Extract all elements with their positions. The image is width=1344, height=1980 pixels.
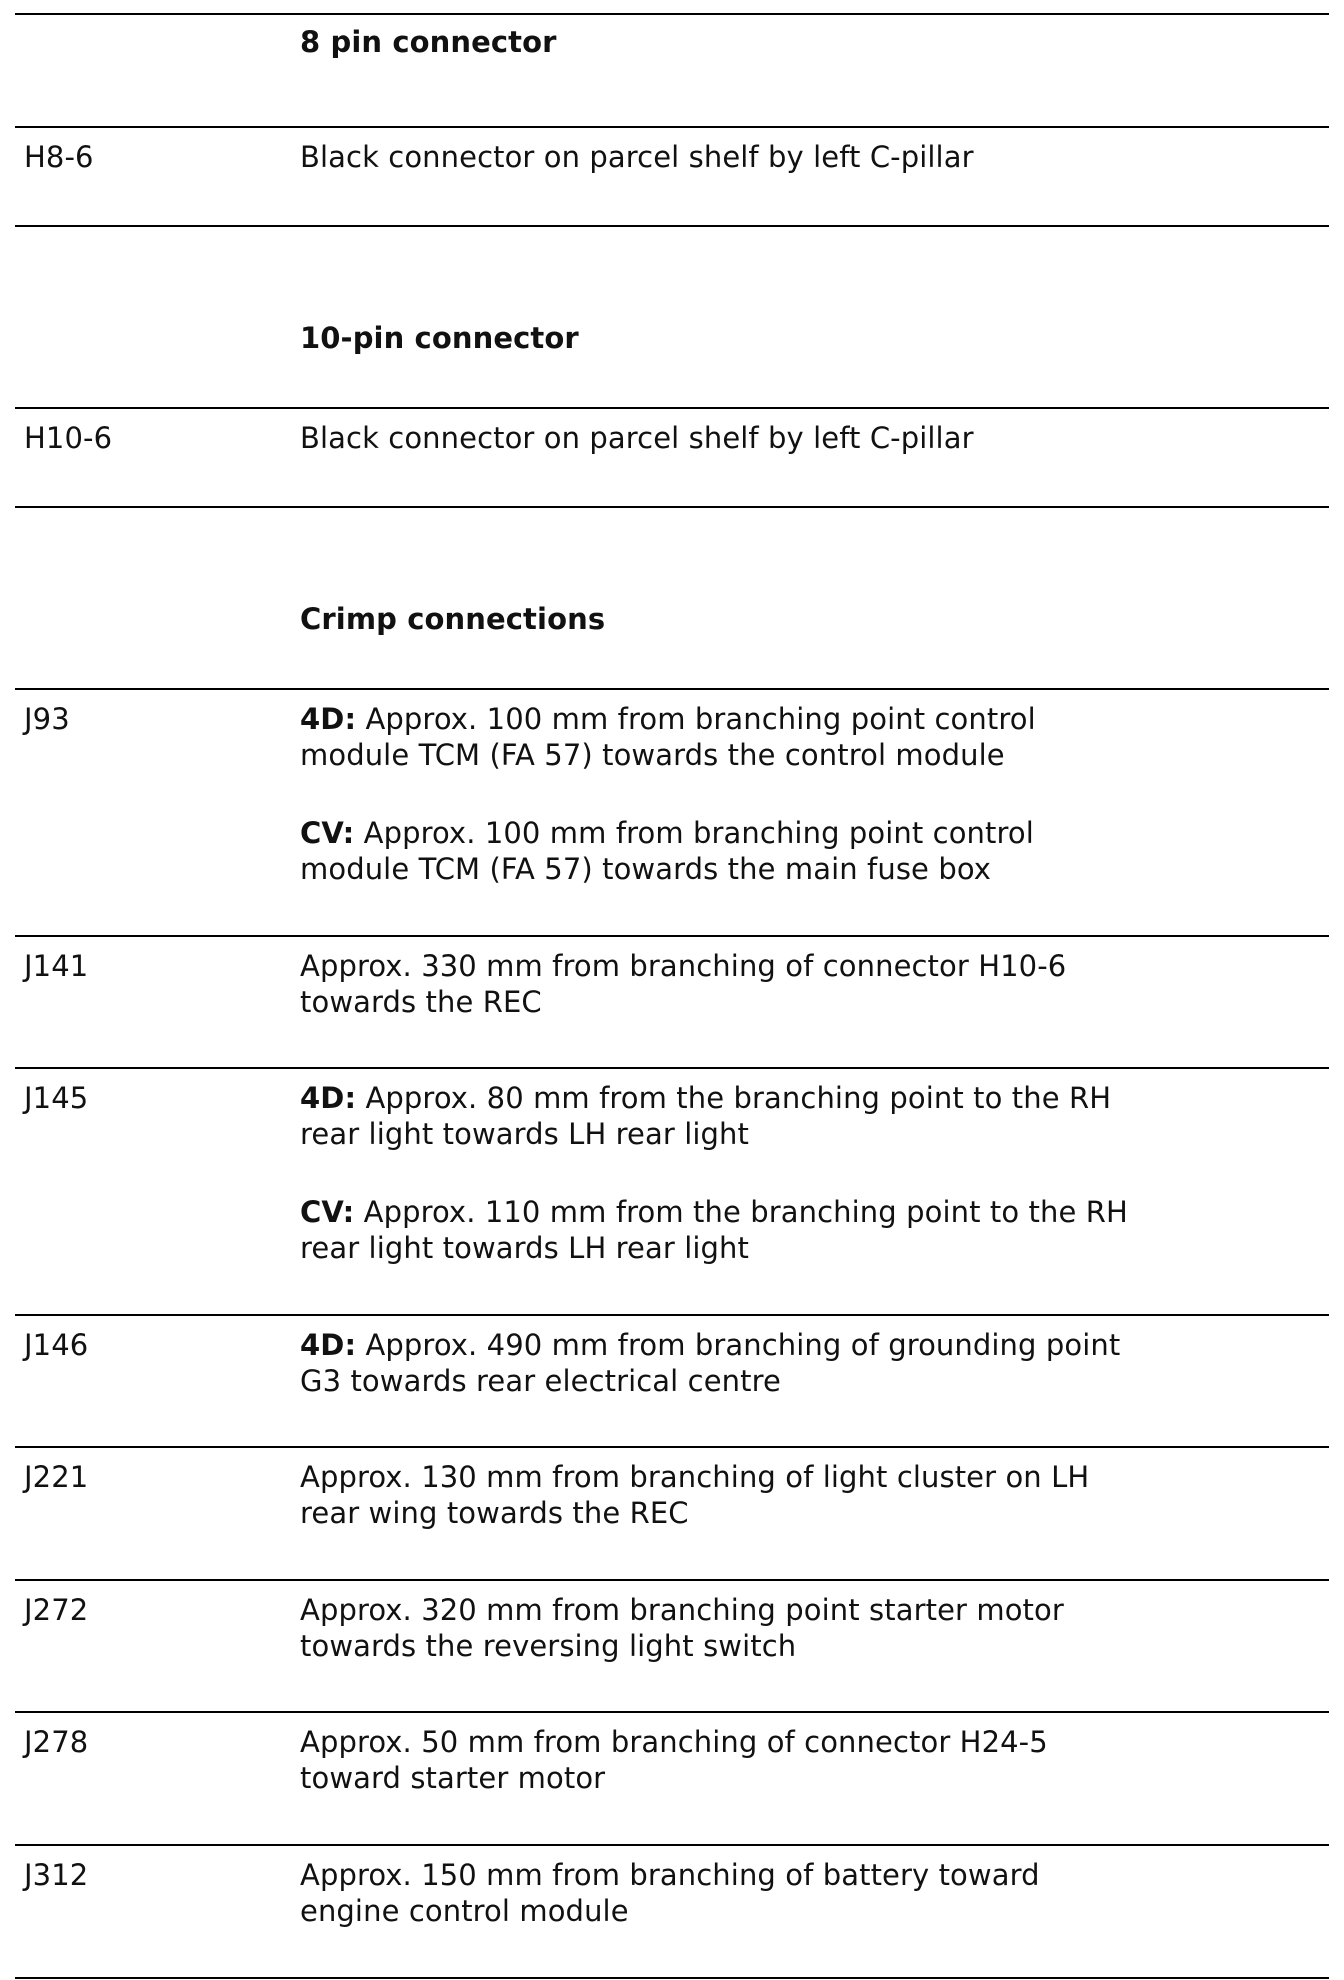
crimp-description-line: 4D: Approx. 80 mm from the branching point to the RH [300,1081,1112,1115]
connector-code: J141 [24,949,89,983]
crimp-description-line: 4D: Approx. 490 mm from branching of grounding point [300,1328,1121,1362]
connector-description: Black connector on parcel shelf by left C-pillar [300,140,974,174]
section-heading: 8 pin connector [300,25,557,59]
divider [15,407,1329,409]
divider [15,688,1329,690]
variant-prefix: CV: [300,1195,355,1229]
crimp-description-line: Approx. 320 mm from branching point starter motor [300,1593,1064,1627]
divider [15,1067,1329,1069]
divider [15,935,1329,937]
divider [15,1579,1329,1581]
connector-code: J145 [24,1081,89,1115]
crimp-description-line: Approx. 150 mm from branching of battery toward [300,1858,1040,1892]
crimp-description-line: G3 towards rear electrical centre [300,1364,781,1398]
variant-prefix: 4D: [300,702,357,736]
divider [15,1314,1329,1316]
variant-prefix: 4D: [300,1328,357,1362]
crimp-description-line: CV: Approx. 100 mm from branching point control [300,816,1034,850]
connector-code: H8-6 [24,140,94,174]
crimp-description-line: CV: Approx. 110 mm from the branching point to the RH [300,1195,1128,1229]
connector-code: H10-6 [24,421,113,455]
section-heading: 10-pin connector [300,321,579,355]
variant-prefix: CV: [300,816,355,850]
crimp-description-line: Approx. 50 mm from branching of connector H24-5 [300,1725,1048,1759]
crimp-description-line: Approx. 130 mm from branching of light cluster on LH [300,1460,1090,1494]
connector-code: J93 [24,702,70,736]
crimp-description-line: rear light towards LH rear light [300,1117,749,1151]
crimp-description-line: toward starter motor [300,1761,606,1795]
divider [15,506,1329,508]
divider [15,1711,1329,1713]
crimp-description-line: 4D: Approx. 100 mm from branching point control [300,702,1036,736]
section-heading: Crimp connections [300,602,606,636]
variant-prefix: 4D: [300,1081,357,1115]
divider [15,1977,1329,1979]
crimp-description-line: Approx. 330 mm from branching of connector H10-6 [300,949,1067,983]
connector-code: J278 [24,1725,89,1759]
connector-code: J146 [24,1328,89,1362]
crimp-description-line: rear wing towards the REC [300,1496,689,1530]
crimp-description-line: rear light towards LH rear light [300,1231,749,1265]
divider [15,225,1329,227]
divider [15,1844,1329,1846]
connector-code: J221 [24,1460,89,1494]
crimp-description-line: module TCM (FA 57) towards the control module [300,738,1005,772]
connector-code: J272 [24,1593,89,1627]
crimp-description-line: towards the reversing light switch [300,1629,797,1663]
crimp-description-line: engine control module [300,1894,629,1928]
connector-code: J312 [24,1858,89,1892]
crimp-description-line: module TCM (FA 57) towards the main fuse box [300,852,992,886]
crimp-description-line: towards the REC [300,985,542,1019]
divider [15,126,1329,128]
divider [15,1446,1329,1448]
divider [15,13,1329,15]
connector-description: Black connector on parcel shelf by left C-pillar [300,421,974,455]
